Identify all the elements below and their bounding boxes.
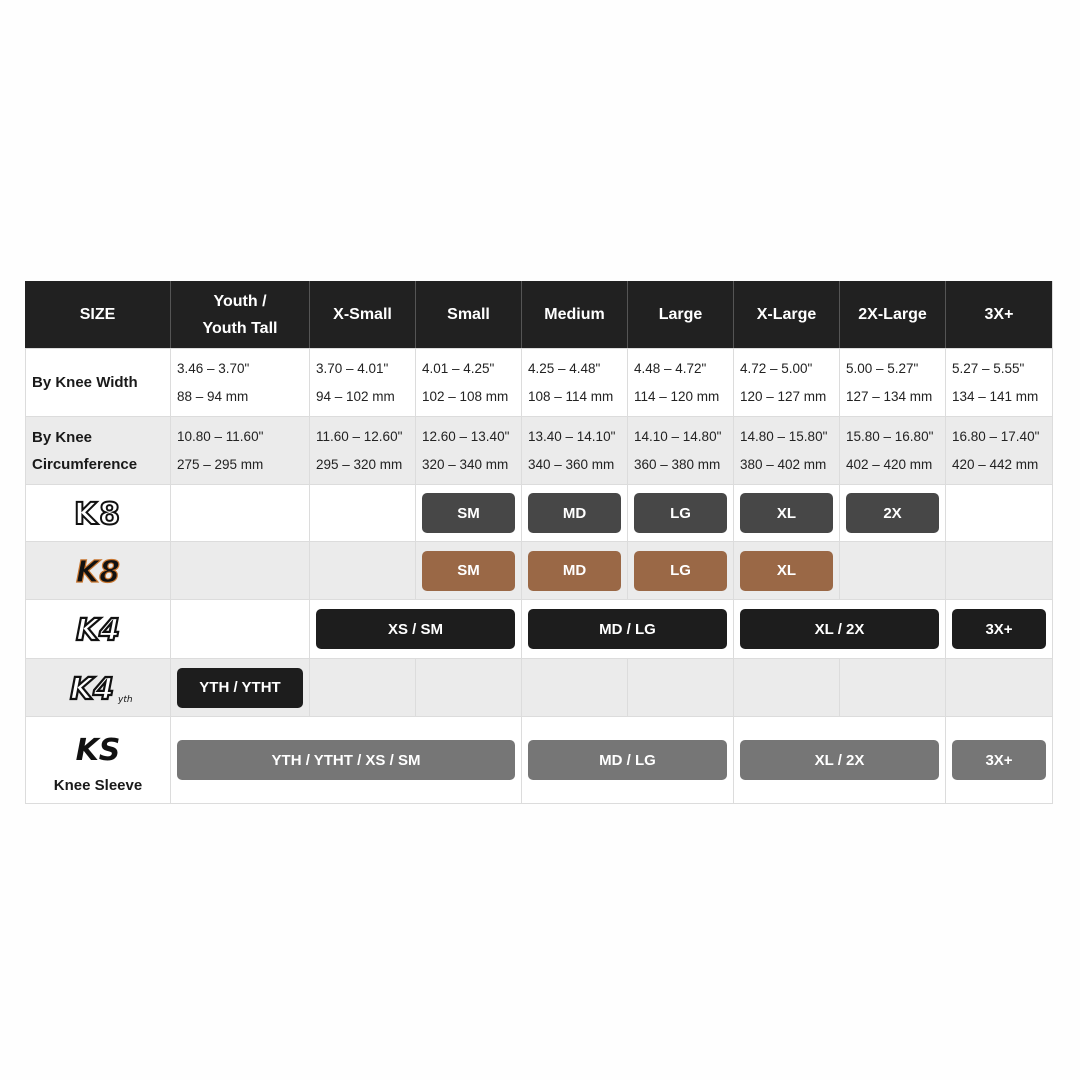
- size-badge-cell: [627, 541, 733, 599]
- empty-cell: [945, 658, 1052, 716]
- size-badge: XL: [740, 551, 833, 591]
- size-badge: 3X+: [952, 609, 1046, 649]
- size-badge-cell: [170, 658, 309, 716]
- size-header-8: 3X+: [945, 281, 1052, 348]
- size-badge-cell: [733, 599, 945, 658]
- measurement-line: 15.80 – 16.80": [846, 428, 934, 444]
- measurement-line: 275 – 295 mm: [177, 456, 264, 472]
- measurement-cell: [839, 348, 945, 416]
- empty-cell: [945, 484, 1052, 541]
- size-header-2: X-Small: [309, 281, 415, 348]
- measurement-line: 134 – 141 mm: [952, 388, 1039, 404]
- size-badge-cell: [415, 541, 521, 599]
- svg-text:K4: K4: [69, 671, 115, 707]
- empty-cell: [839, 541, 945, 599]
- size-badge: LG: [634, 493, 727, 533]
- size-badge: XL / 2X: [740, 609, 939, 649]
- measurement-line: 420 – 442 mm: [952, 456, 1039, 472]
- empty-cell: [415, 658, 521, 716]
- row-label-line: By Knee Width: [32, 374, 138, 391]
- measurement-cell: [945, 416, 1052, 484]
- measurement-line: 4.72 – 5.00": [740, 360, 813, 376]
- measurement-line: 12.60 – 13.40": [422, 428, 510, 444]
- measurement-cell: [309, 348, 415, 416]
- measurement-cell: [415, 348, 521, 416]
- measurement-cell: [945, 348, 1052, 416]
- svg-text:K8: K8: [75, 554, 121, 590]
- measurement-line: 127 – 134 mm: [846, 388, 933, 404]
- empty-cell: [309, 541, 415, 599]
- measurement-cell: [521, 416, 627, 484]
- row-label-line: By Knee: [32, 428, 93, 446]
- measurement-line: 3.46 – 3.70": [177, 360, 250, 376]
- row-label-width: [25, 348, 170, 416]
- empty-cell: [521, 658, 627, 716]
- empty-cell: [170, 541, 309, 599]
- size-header-6: X-Large: [733, 281, 839, 348]
- size-badge-cell: [945, 716, 1052, 803]
- product-logo-k4-yth-k4y: [25, 658, 170, 716]
- size-header-1: [170, 281, 309, 348]
- svg-text:K4: K4: [75, 613, 121, 648]
- row-label-circ: [25, 416, 170, 484]
- size-badge-cell: [170, 716, 521, 803]
- size-badge: SM: [422, 493, 515, 533]
- size-badge: YTH / YTHT: [177, 668, 303, 708]
- product-logo-k8-k8: [25, 484, 170, 541]
- product-logo-k8-k8e: [25, 541, 170, 599]
- measurement-line: 102 – 108 mm: [422, 388, 509, 404]
- size-column-header: SIZE: [25, 281, 170, 348]
- size-badge-cell: [733, 541, 839, 599]
- measurement-line: 340 – 360 mm: [528, 456, 615, 472]
- size-header-4: Medium: [521, 281, 627, 348]
- size-badge-cell: [627, 484, 733, 541]
- measurement-cell: [521, 348, 627, 416]
- measurement-line: 16.80 – 17.40": [952, 428, 1040, 444]
- measurement-line: 13.40 – 14.10": [528, 428, 616, 444]
- size-header-7: 2X-Large: [839, 281, 945, 348]
- size-badge: MD / LG: [528, 609, 727, 649]
- size-chart-table: [25, 281, 1053, 804]
- svg-text:KS: KS: [75, 732, 121, 768]
- empty-cell: [839, 658, 945, 716]
- measurement-line: 4.48 – 4.72": [634, 360, 707, 376]
- measurement-line: 295 – 320 mm: [316, 456, 403, 472]
- header-label-line: Youth Tall: [202, 319, 278, 337]
- size-badge-cell: [733, 484, 839, 541]
- empty-cell: [627, 658, 733, 716]
- measurement-cell: [170, 348, 309, 416]
- empty-cell: [170, 484, 309, 541]
- measurement-line: 4.25 – 4.48": [528, 360, 601, 376]
- empty-cell: [733, 658, 839, 716]
- measurement-cell: [733, 416, 839, 484]
- measurement-line: 5.00 – 5.27": [846, 360, 919, 376]
- measurement-cell: [733, 348, 839, 416]
- svg-text:yth: yth: [118, 694, 133, 705]
- measurement-line: 14.80 – 15.80": [740, 428, 828, 444]
- size-badge: SM: [422, 551, 515, 591]
- svg-text:K8: K8: [73, 497, 123, 532]
- measurement-line: 4.01 – 4.25": [422, 360, 495, 376]
- measurement-line: 10.80 – 11.60": [177, 428, 264, 444]
- size-badge-cell: [521, 599, 733, 658]
- measurement-line: 320 – 340 mm: [422, 456, 509, 472]
- size-header-5: Large: [627, 281, 733, 348]
- measurement-line: 114 – 120 mm: [634, 388, 720, 404]
- measurement-cell: [309, 416, 415, 484]
- measurement-cell: [170, 416, 309, 484]
- product-caption: Knee Sleeve: [53, 776, 143, 794]
- empty-cell: [309, 658, 415, 716]
- size-badge-cell: [521, 484, 627, 541]
- size-badge: 2X: [846, 493, 939, 533]
- measurement-cell: [415, 416, 521, 484]
- size-badge: 3X+: [952, 740, 1046, 780]
- size-badge-cell: [945, 599, 1052, 658]
- size-badge-cell: [415, 484, 521, 541]
- size-badge-cell: [309, 599, 521, 658]
- measurement-line: 120 – 127 mm: [740, 388, 827, 404]
- measurement-cell: [627, 416, 733, 484]
- measurement-line: 11.60 – 12.60": [316, 428, 403, 444]
- size-badge-cell: [839, 484, 945, 541]
- size-badge: LG: [634, 551, 727, 591]
- measurement-line: 360 – 380 mm: [634, 456, 721, 472]
- empty-cell: [309, 484, 415, 541]
- size-badge-cell: [521, 541, 627, 599]
- empty-cell: [945, 541, 1052, 599]
- measurement-line: 108 – 114 mm: [528, 388, 614, 404]
- measurement-line: 88 – 94 mm: [177, 388, 249, 404]
- product-logo-k4-k4: [25, 599, 170, 658]
- size-badge: XL: [740, 493, 833, 533]
- measurement-line: 380 – 402 mm: [740, 456, 827, 472]
- size-badge-cell: [733, 716, 945, 803]
- size-header-3: Small: [415, 281, 521, 348]
- size-badge: MD: [528, 551, 621, 591]
- measurement-line: 402 – 420 mm: [846, 456, 933, 472]
- size-badge: XL / 2X: [740, 740, 939, 780]
- measurement-line: 14.10 – 14.80": [634, 428, 722, 444]
- measurement-cell: [627, 348, 733, 416]
- size-badge: YTH / YTHT / XS / SM: [177, 740, 515, 780]
- measurement-line: 94 – 102 mm: [316, 388, 395, 404]
- header-label-line: Youth /: [213, 292, 267, 310]
- size-badge: XS / SM: [316, 609, 515, 649]
- size-badge: MD / LG: [528, 740, 727, 780]
- product-logo-ks-ks: [25, 716, 170, 803]
- measurement-line: 5.27 – 5.55": [952, 360, 1025, 376]
- measurement-cell: [839, 416, 945, 484]
- size-badge: MD: [528, 493, 621, 533]
- empty-cell: [170, 599, 309, 658]
- measurement-line: 3.70 – 4.01": [316, 360, 389, 376]
- size-badge-cell: [521, 716, 733, 803]
- row-label-line: Circumference: [32, 455, 138, 473]
